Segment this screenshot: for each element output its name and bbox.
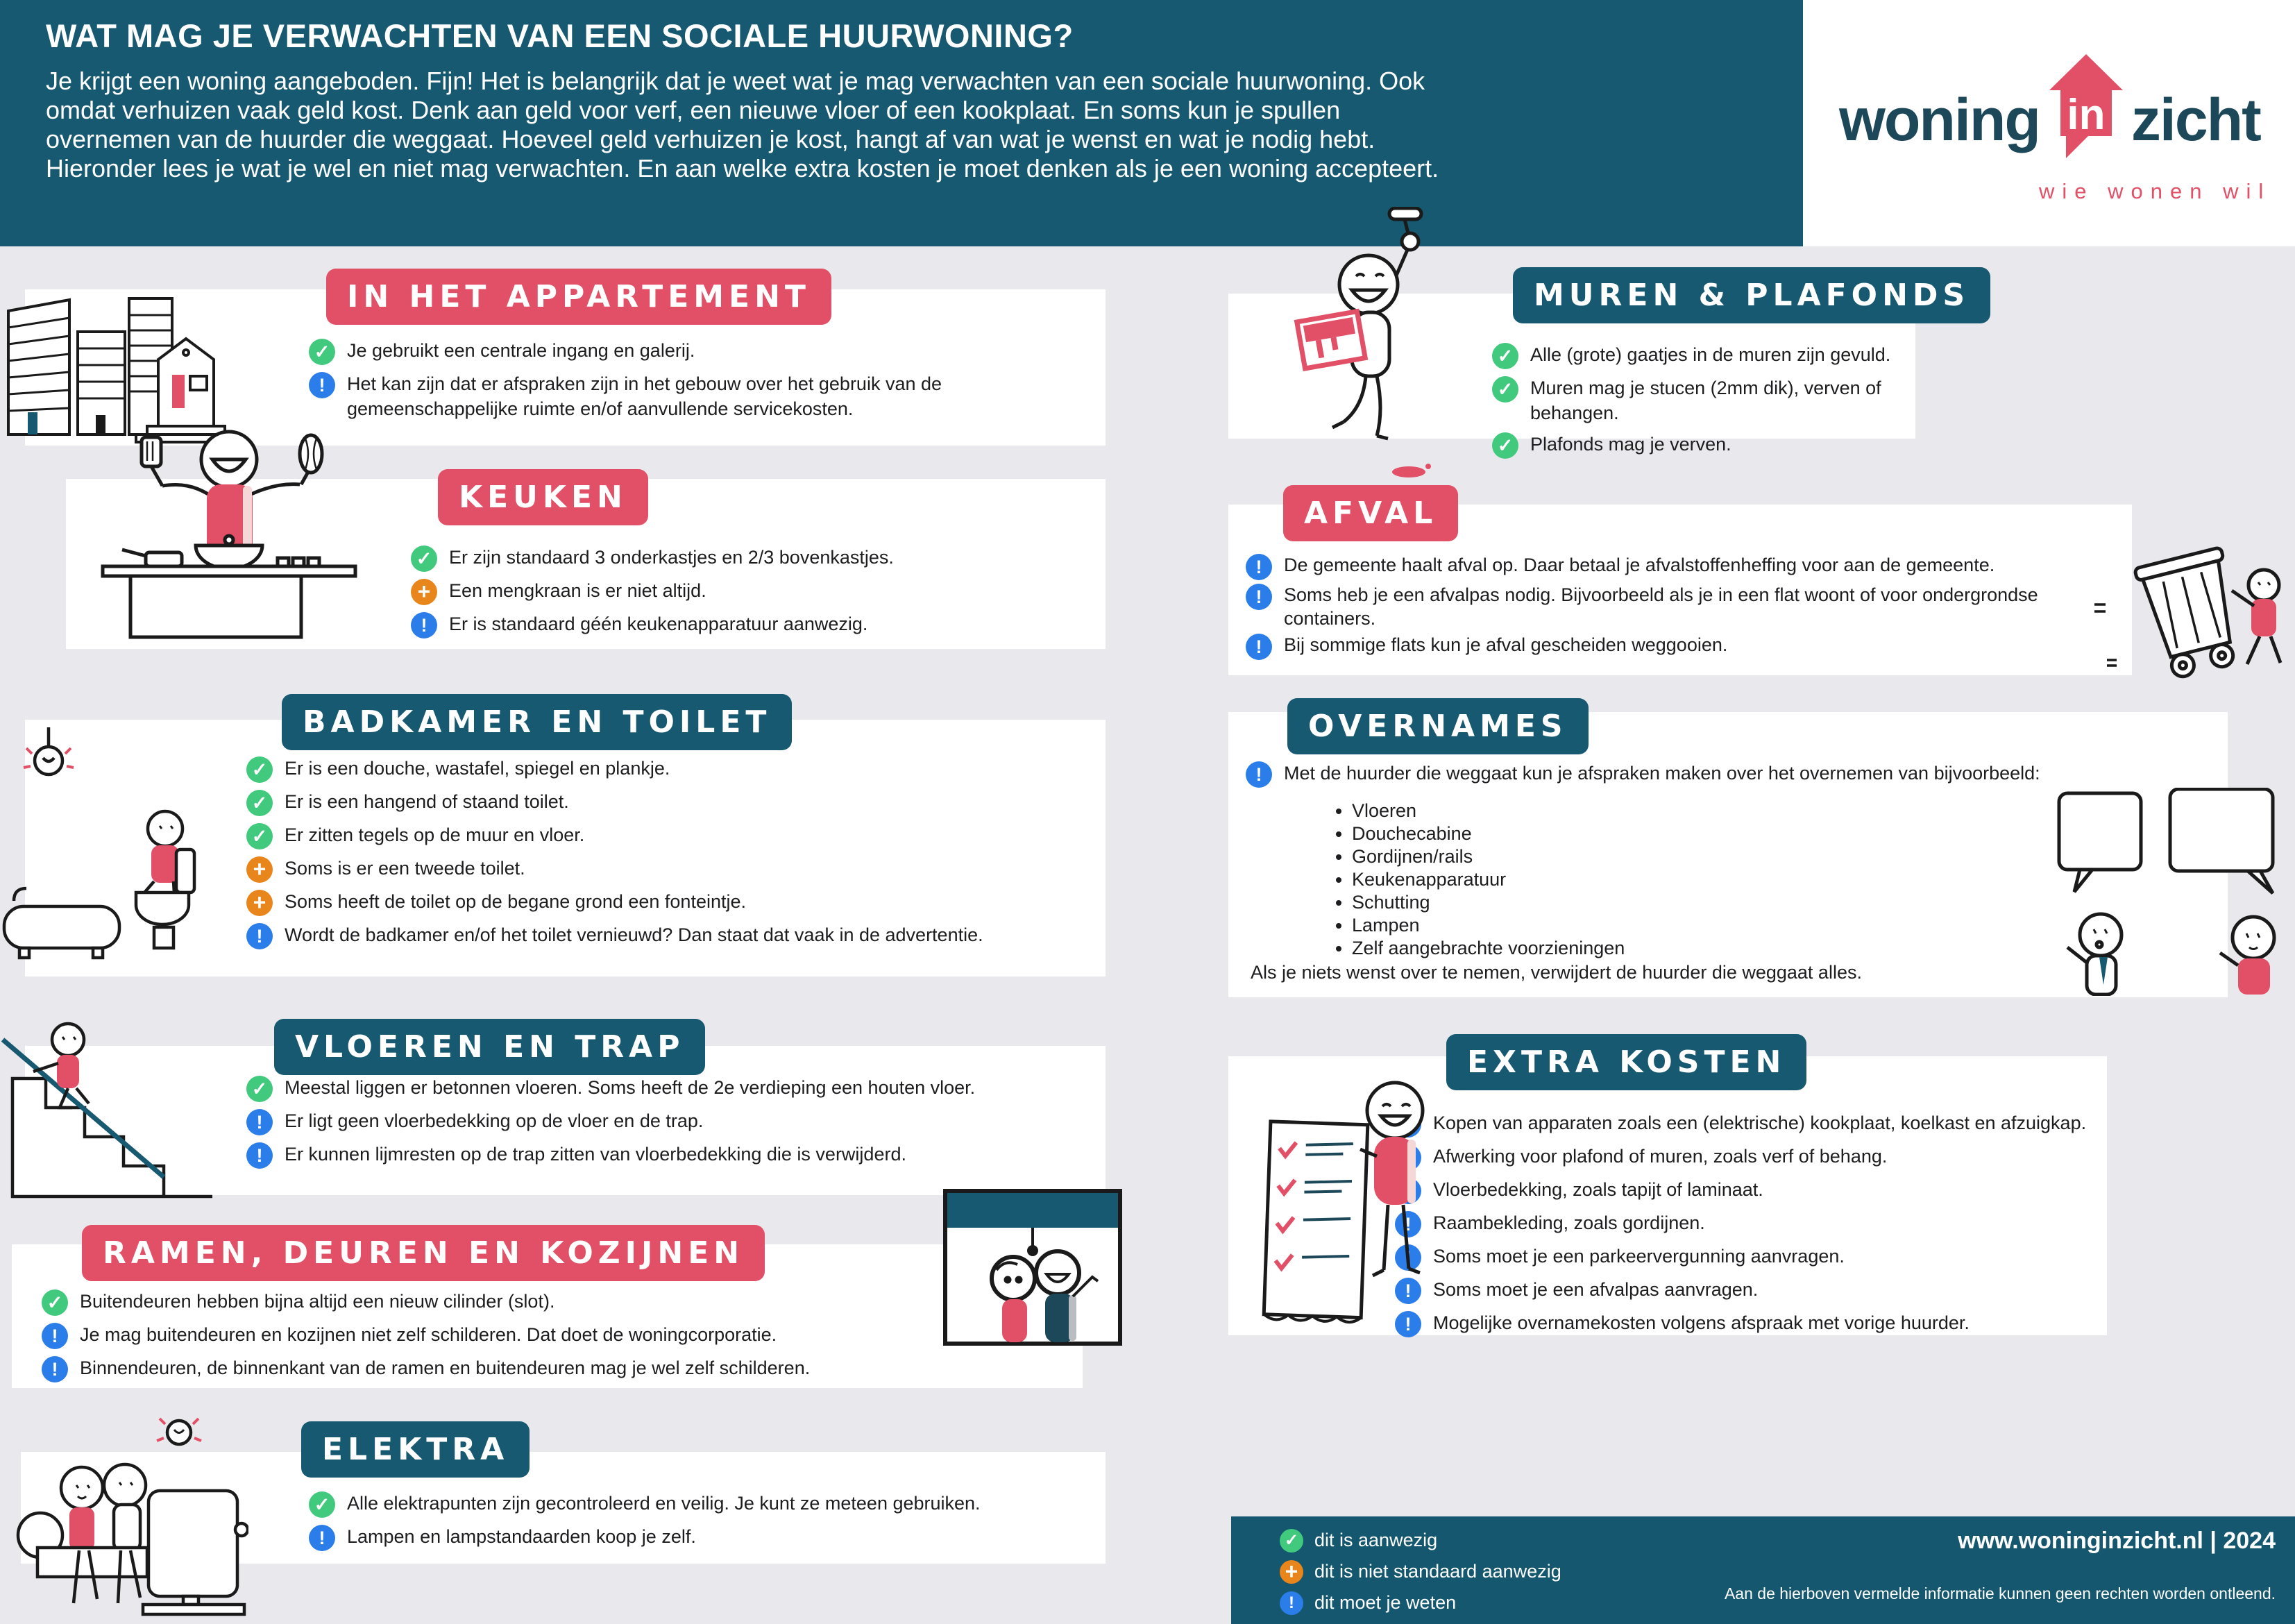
list-item: [246, 1075, 975, 1102]
section-badge: EXTRA KOSTEN: [1446, 1034, 1806, 1090]
list-item: [246, 756, 983, 783]
exclamation-icon: [1280, 1591, 1303, 1615]
painter-illustration: [1285, 207, 1473, 484]
item-text: Er kunnen lijmresten op de trap zitten van vloerbedekking die is verwijderd.: [285, 1144, 906, 1165]
item-text: Alle elektrapunten zijn gecontroleerd en veilig. Je kunt ze meteen gebruiken.: [347, 1493, 981, 1514]
check-icon: [246, 756, 273, 783]
footer-band: [1231, 1516, 2295, 1624]
item-text: Buitendeuren hebben bijna altijd een nieuw cilinder (slot).: [80, 1291, 555, 1312]
list-item: [246, 1108, 975, 1135]
plus-icon: [1280, 1560, 1303, 1584]
exclamation-icon: [309, 372, 335, 398]
window-illustration: [942, 1188, 1123, 1346]
list-item: [246, 822, 983, 849]
list-item: [42, 1289, 810, 1316]
page-title: WAT MAG JE VERWACHTEN VAN EEN SOCIALE HUURWONING?: [46, 17, 1074, 54]
check-icon: [309, 1491, 335, 1518]
item-text: Kopen van apparaten zoals een (elektrische) kookplaat, koelkast en afzuigkap.: [1433, 1113, 2087, 1133]
item-text: Je gebruikt een centrale ingang en galerij.: [347, 340, 695, 361]
list-item: • Schutting: [1352, 891, 1625, 914]
list-item: [309, 338, 1096, 365]
section-badge: AFVAL: [1283, 485, 1458, 541]
item-text: Binnendeuren, de binnenkant van de ramen en buitendeuren mag je wel zelf schilderen.: [80, 1357, 811, 1378]
list-item: [1492, 432, 1915, 459]
item-text: Soms moet je een afvalpas aanvragen.: [1433, 1279, 1759, 1300]
list-item: [1395, 1210, 2086, 1237]
check-icon: [309, 339, 335, 365]
legend-item: [1280, 1525, 1561, 1556]
section-badge: VLOEREN EN TRAP: [274, 1019, 705, 1075]
list-item: • Gordijnen/rails: [1352, 845, 1625, 868]
list-item: [411, 611, 894, 638]
item-text: Raambekleding, zoals gordijnen.: [1433, 1212, 1705, 1233]
item-text: Alle (grote) gaatjes in de muren zijn gevuld.: [1530, 344, 1891, 365]
item-text: Mogelijke overnamekosten volgens afspraak met vorige huurder.: [1433, 1312, 1970, 1333]
item-text: Je mag buitendeuren en kozijnen niet zelf schilderen. Dat doet de woningcorporatie.: [80, 1324, 777, 1345]
logo-word-left: woning: [1839, 86, 2040, 153]
list-item: [309, 1524, 981, 1551]
stairs-illustration: [0, 991, 215, 1199]
section-afval: [1228, 496, 2132, 675]
exclamation-icon: [1246, 554, 1272, 580]
list-item: [1395, 1244, 2086, 1271]
list-item: [246, 889, 983, 916]
logo-word-right: zicht: [2131, 86, 2260, 153]
check-icon: [1280, 1529, 1303, 1553]
trash-bin-illustration: [2089, 524, 2295, 691]
item-text: Er zitten tegels op de muur en vloer.: [285, 824, 585, 845]
list-item: [1395, 1177, 2086, 1204]
item-text: Meestal liggen er betonnen vloeren. Soms heeft de 2e verdieping een houten vloer.: [285, 1077, 976, 1098]
list-item: [411, 578, 894, 605]
item-text: Er is een douche, wastafel, spiegel en plankje.: [285, 758, 670, 779]
list-item: [246, 856, 983, 883]
exclamation-icon: [1246, 634, 1272, 660]
legend-item: [1280, 1587, 1561, 1618]
website-url: www.woninginzicht.nl | 2024: [1958, 1528, 2276, 1554]
item-text: Met de huurder die weggaat kun je afspraken maken over het overnemen van bijvoorbeeld:: [1284, 763, 2040, 784]
intro-line: Je krijgt een woning aangeboden. Fijn! Het is belangrijk dat je weet wat je mag verwachten van een sociale huurwoning. Ook: [46, 67, 1425, 95]
overnames-closing: Als je niets wenst over te nemen, verwijdert de huurder die weggaat alles.: [1251, 962, 1862, 983]
list-item: [246, 789, 983, 816]
section-badge: ELEKTRA: [301, 1421, 530, 1478]
check-icon: [411, 545, 437, 572]
section-badge: IN HET APPARTEMENT: [326, 269, 831, 325]
plus-icon: [246, 890, 273, 916]
intro-text: [46, 67, 1439, 183]
list-item: [1246, 583, 2117, 630]
check-icon: [42, 1289, 68, 1316]
check-icon: [246, 823, 273, 849]
section-badge: MUREN & PLAFONDS: [1513, 267, 1990, 323]
exclamation-icon: [1246, 761, 1272, 788]
disclaimer-text: Aan de hierboven vermelde informatie kunnen geen rechten worden ontleend.: [1724, 1584, 2276, 1602]
list-item: • Douchecabine: [1352, 822, 1625, 845]
section-badge: OVERNAMES: [1287, 698, 1589, 754]
list-item: [246, 922, 983, 949]
section-badge: BADKAMER EN TOILET: [282, 694, 792, 750]
item-text: Bij sommige flats kun je afval gescheiden weggooien.: [1284, 634, 1728, 655]
item-text: Wordt de badkamer en/of het toilet vernieuwd? Dan staat dat vaak in de advertentie.: [285, 924, 983, 945]
list-item: [1246, 633, 2117, 660]
plus-icon: [246, 856, 273, 883]
item-text: Lampen en lampstandaarden koop je zelf.: [347, 1526, 696, 1547]
list-item: [309, 371, 1096, 421]
legend-label: dit is aanwezig: [1314, 1530, 1438, 1550]
exclamation-icon: [309, 1525, 335, 1551]
list-item: [1492, 375, 1915, 425]
item-text: Soms heb je een afvalpas nodig. Bijvoorbeeld als je in een flat woont of voor ondergrondse containers.: [1284, 584, 2038, 629]
logo-tagline: wie wonen wil: [2039, 179, 2271, 203]
list-item: • Lampen: [1352, 914, 1625, 937]
checklist-illustration: [1241, 1067, 1442, 1342]
list-item: [1395, 1144, 2086, 1171]
item-text: Er zijn standaard 3 onderkastjes en 2/3 bovenkastjes.: [449, 547, 894, 568]
list-item: [1395, 1277, 2086, 1304]
check-icon: [1492, 343, 1518, 369]
list-item: [1492, 342, 1915, 369]
check-icon: [1492, 376, 1518, 403]
plus-icon: [411, 579, 437, 605]
intro-line: Hieronder lees je wat je wel en niet mag verwachten. En aan welke extra kosten je moet denken als je een woning accepteert.: [46, 154, 1439, 183]
check-icon: [1492, 432, 1518, 459]
list-item: [1246, 761, 2040, 788]
list-item: [1395, 1110, 2086, 1137]
item-text: Er is een hangend of staand toilet.: [285, 791, 569, 812]
list-item: [1395, 1310, 2086, 1337]
section-ramen-deuren-kozijnen: [12, 1235, 1083, 1388]
item-text: Soms is er een tweede toilet.: [285, 858, 525, 879]
exclamation-icon: [411, 612, 437, 638]
cook-illustration: [90, 416, 368, 645]
exclamation-icon: [42, 1356, 68, 1382]
list-item: [1246, 553, 2117, 580]
check-icon: [246, 790, 273, 816]
check-icon: [246, 1076, 273, 1102]
legend-item: [1280, 1556, 1561, 1587]
list-item: [42, 1355, 810, 1382]
item-text: De gemeente haalt afval op. Daar betaal je afvalstoffenheffing voor aan de gemeente.: [1284, 555, 1995, 575]
list-item: • Zelf aangebrachte voorzieningen: [1352, 937, 1625, 960]
logo-word-mid: in: [2067, 91, 2106, 139]
logo: [1803, 0, 2295, 246]
exclamation-icon: [246, 1109, 273, 1135]
item-text: Er is standaard géén keukenapparatuur aanwezig.: [449, 614, 868, 634]
item-text: Muren mag je stucen (2mm dik), verven of behangen.: [1530, 378, 1881, 423]
intro-line: omdat verhuizen vaak geld kost. Denk aan geld voor verf, een nieuwe vloer of een kookplaat. En soms kun je spullen: [46, 96, 1341, 124]
item-text: Het kan zijn dat er afspraken zijn in het gebouw over het gebruik van de gemeenschappelijke ruimte en/of aanvullende servicekosten.: [347, 373, 942, 419]
couch-tv-illustration: [12, 1410, 248, 1617]
list-item: [309, 1491, 981, 1518]
item-text: Soms moet je een parkeervergunning aanvragen.: [1433, 1246, 1845, 1267]
legend-label: dit moet je weten: [1314, 1592, 1457, 1613]
intro-line: overnemen van de huurder die weggaat. Hoeveel geld verhuizen je kost, hangt af van wat je wenst en wat je nodig hebt.: [46, 125, 1375, 153]
item-text: Een mengkraan is er niet altijd.: [449, 580, 706, 601]
discussion-illustration: [2044, 788, 2295, 996]
list-item: [42, 1322, 810, 1349]
item-text: Er ligt geen vloerbedekking op de vloer en de trap.: [285, 1110, 704, 1131]
item-text: Vloerbedekking, zoals tapijt of laminaat.: [1433, 1179, 1763, 1200]
legend: [1280, 1525, 1561, 1618]
item-text: Afwerking voor plafond of muren, zoals verf of behang.: [1433, 1146, 1888, 1167]
list-item: [411, 545, 894, 572]
section-badge: RAMEN, DEUREN EN KOZIJNEN: [82, 1225, 765, 1281]
exclamation-icon: [246, 923, 273, 949]
exclamation-icon: [246, 1142, 273, 1169]
overnames-list: [1332, 800, 1625, 960]
list-item: [246, 1142, 975, 1169]
legend-label: dit is niet standaard aanwezig: [1314, 1561, 1561, 1582]
exclamation-icon: [42, 1323, 68, 1349]
list-item: • Keukenapparatuur: [1352, 868, 1625, 891]
item-text: Plafonds mag je verven.: [1530, 434, 1731, 455]
item-text: Soms heeft de toilet op de begane grond een fonteintje.: [285, 891, 746, 912]
logo-house-icon: [2045, 54, 2127, 158]
list-item: • Vloeren: [1352, 800, 1625, 822]
exclamation-icon: [1246, 584, 1272, 610]
section-badge: KEUKEN: [438, 469, 648, 525]
bathroom-illustration: [0, 727, 229, 977]
